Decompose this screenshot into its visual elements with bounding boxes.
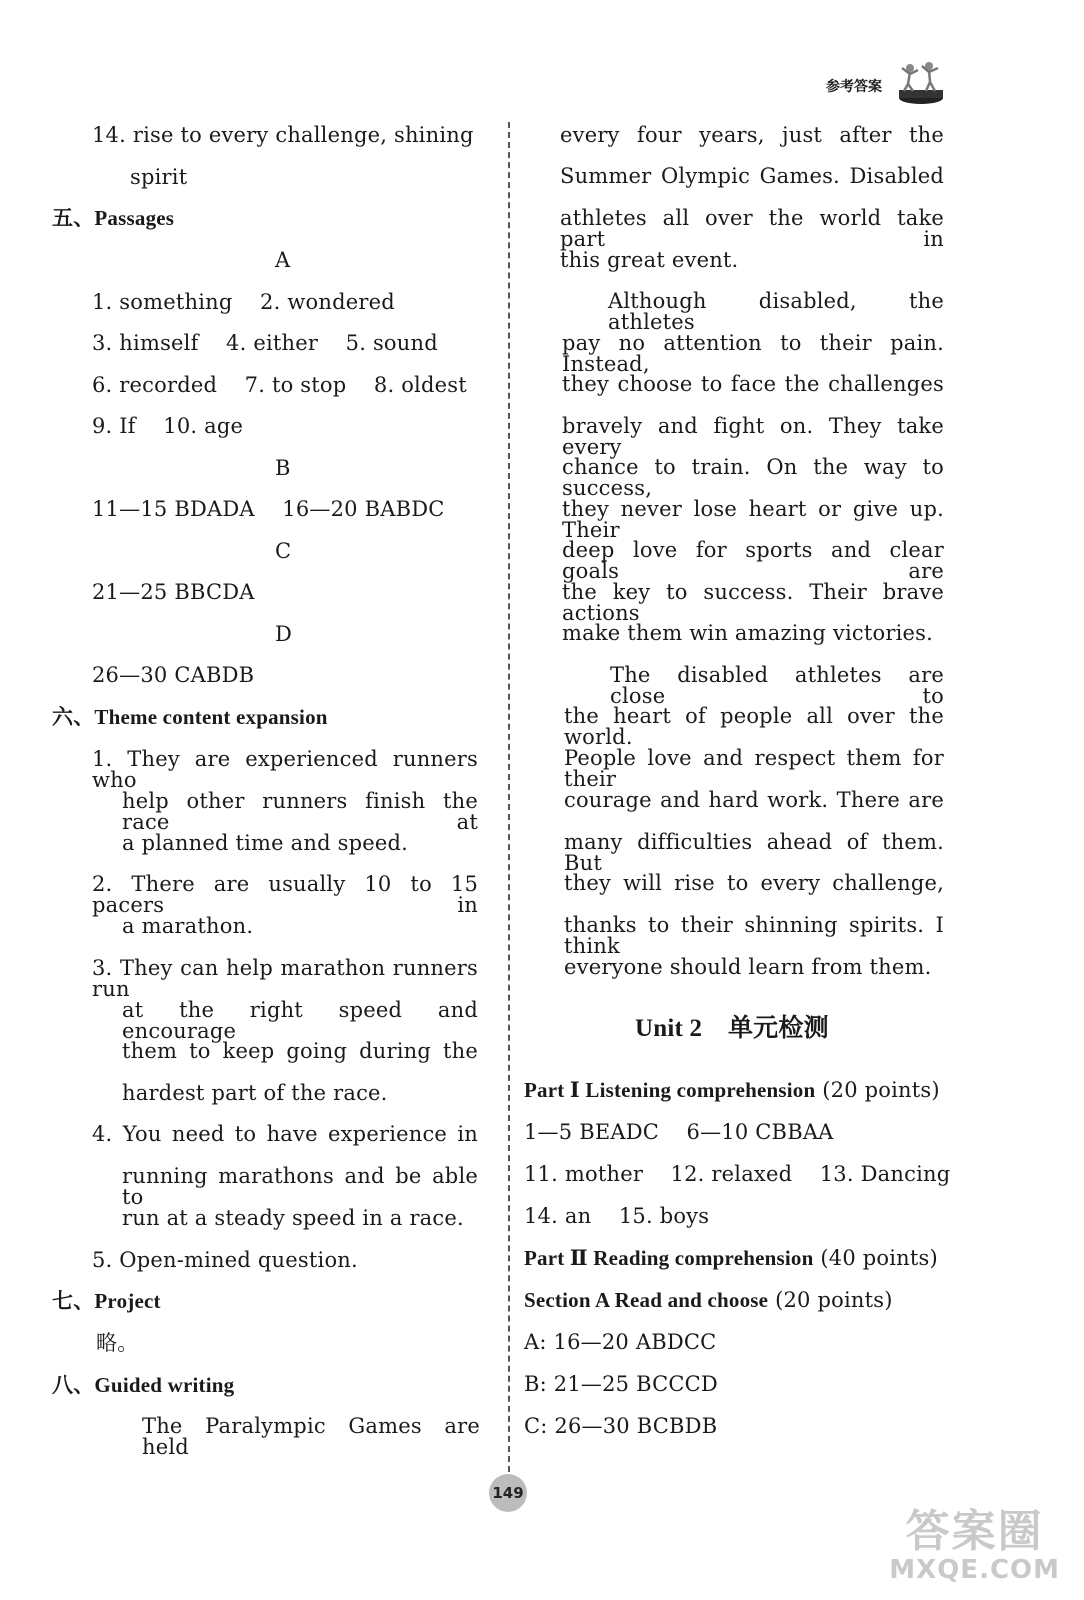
essay-p1-line2: Summer Olympic Games. Disabled xyxy=(560,164,944,188)
essay-p2-line8: the key to success. Their brave actions xyxy=(562,580,944,625)
section-a-points: (20 points) xyxy=(768,1288,893,1312)
section-7-body: 略。 xyxy=(96,1331,139,1355)
reading-answers-a: A: 16—20 ABDCC xyxy=(524,1330,717,1354)
q4-line3: run at a steady speed in a race. xyxy=(122,1206,464,1230)
q3-line1: 3. They can help marathon runners run xyxy=(92,956,478,1001)
essay-p2-line1: Although disabled, the athletes xyxy=(608,289,944,334)
answers-a-line1: 1. something 2. wondered xyxy=(92,290,395,314)
section-8-title: 八、Guided writing xyxy=(52,1373,235,1397)
essay-p3-line7: thanks to their shinning spirits. I think xyxy=(564,913,944,958)
subsection-b: B xyxy=(275,456,291,480)
page-number: 149 xyxy=(489,1474,527,1512)
essay-p2-line2: pay no attention to their pain. Instead, xyxy=(562,331,944,376)
watermark-url: MXQE.COM xyxy=(889,1555,1060,1585)
listening-answers-line2: 11. mother 12. relaxed 13. Dancing xyxy=(524,1162,951,1186)
essay-p3-line1: The disabled athletes are close to xyxy=(610,663,944,708)
part-2-points: (40 points) xyxy=(813,1246,938,1270)
part-1-label: Part Ⅰ Listening comprehension xyxy=(524,1078,816,1102)
part-2-label: Part Ⅱ Reading comprehension xyxy=(524,1246,814,1270)
part-2-heading xyxy=(524,1248,938,1269)
section-7-title: 七、Project xyxy=(52,1289,161,1313)
q3-line3: them to keep going during the xyxy=(122,1039,478,1063)
q1-line3: a planned time and speed. xyxy=(122,831,408,855)
essay-p1-line3: athletes all over the world take part in xyxy=(560,206,944,251)
athletes-logo-icon xyxy=(896,60,946,106)
listening-answers-line3: 14. an 15. boys xyxy=(524,1204,710,1228)
essay-p3-line2: the heart of people all over the world. xyxy=(564,704,944,749)
watermark xyxy=(889,1508,1060,1584)
q1-line2: help other runners finish the race at xyxy=(122,789,478,834)
answers-d-line1: 26—30 CABDB xyxy=(92,663,255,687)
essay-p3-line6: they will rise to every challenge, xyxy=(564,871,944,895)
q4-line2: running marathons and be able to xyxy=(122,1164,478,1209)
header-label: 参考答案 xyxy=(826,79,882,95)
column-divider xyxy=(508,122,510,1472)
essay-p1-line1: every four years, just after the xyxy=(560,123,944,147)
essay-p2-line9: make them win amazing victories. xyxy=(562,621,933,645)
subsection-a: A xyxy=(275,248,291,272)
section-5-title: 五、Passages xyxy=(52,206,175,230)
listening-answers-line1: 1—5 BEADC 6—10 CBBAA xyxy=(524,1120,834,1144)
essay-p2-line4: bravely and fight on. They take every xyxy=(562,414,944,459)
essay-p3-line8: everyone should learn from them. xyxy=(564,955,932,979)
answers-a-line3: 6. recorded 7. to stop 8. oldest xyxy=(92,373,467,397)
essay-p2-line7: deep love for sports and clear goals are xyxy=(562,538,944,583)
section-6-title: 六、Theme content expansion xyxy=(52,705,328,729)
subsection-c: C xyxy=(275,539,292,563)
essay-p2-line5: chance to train. On the way to success, xyxy=(562,455,944,500)
unit-2-title: Unit 2 单元检测 xyxy=(635,1015,829,1042)
q2-line2: a marathon. xyxy=(122,914,254,938)
answers-a-line2: 3. himself 4. either 5. sound xyxy=(92,331,438,355)
section-a-heading xyxy=(524,1290,893,1311)
item-14-line1: 14. rise to every challenge, shining xyxy=(92,123,474,147)
q1-line1: 1. They are experienced runners who xyxy=(92,747,478,792)
essay-p3-line4: courage and hard work. There are xyxy=(564,788,944,812)
section-8-body: The Paralympic Games are held xyxy=(142,1414,480,1459)
essay-p2-line6: they never lose heart or give up. Their xyxy=(562,497,944,542)
essay-p3-line5: many difficulties ahead of them. But xyxy=(564,830,944,875)
section-a-label: Section A Read and choose xyxy=(524,1288,769,1312)
reading-answers-b: B: 21—25 BCCCD xyxy=(524,1372,718,1396)
q3-line2: at the right speed and encourage xyxy=(122,998,478,1043)
subsection-d: D xyxy=(275,622,293,646)
essay-p3-line3: People love and respect them for their xyxy=(564,746,944,791)
watermark-logo-text: 答案圈 xyxy=(905,1506,1044,1557)
essay-p2-line3: they choose to face the challenges xyxy=(562,372,944,396)
item-14-line2: spirit xyxy=(130,165,188,189)
essay-p1-line4: this great event. xyxy=(560,248,739,272)
q5-line1: 5. Open-mined question. xyxy=(92,1248,358,1272)
reading-answers-c: C: 26—30 BCBDB xyxy=(524,1414,718,1438)
part-1-heading xyxy=(524,1080,940,1101)
answers-c-line1: 21—25 BBCDA xyxy=(92,580,255,604)
q3-line4: hardest part of the race. xyxy=(122,1081,388,1105)
q2-line1: 2. There are usually 10 to 15 pacers in xyxy=(92,872,478,917)
part-1-points: (20 points) xyxy=(815,1078,940,1102)
answers-b-line1: 11—15 BDADA 16—20 BABDC xyxy=(92,497,445,521)
q4-line1: 4. You need to have experience in xyxy=(92,1122,478,1146)
answers-a-line4: 9. If 10. age xyxy=(92,414,244,438)
